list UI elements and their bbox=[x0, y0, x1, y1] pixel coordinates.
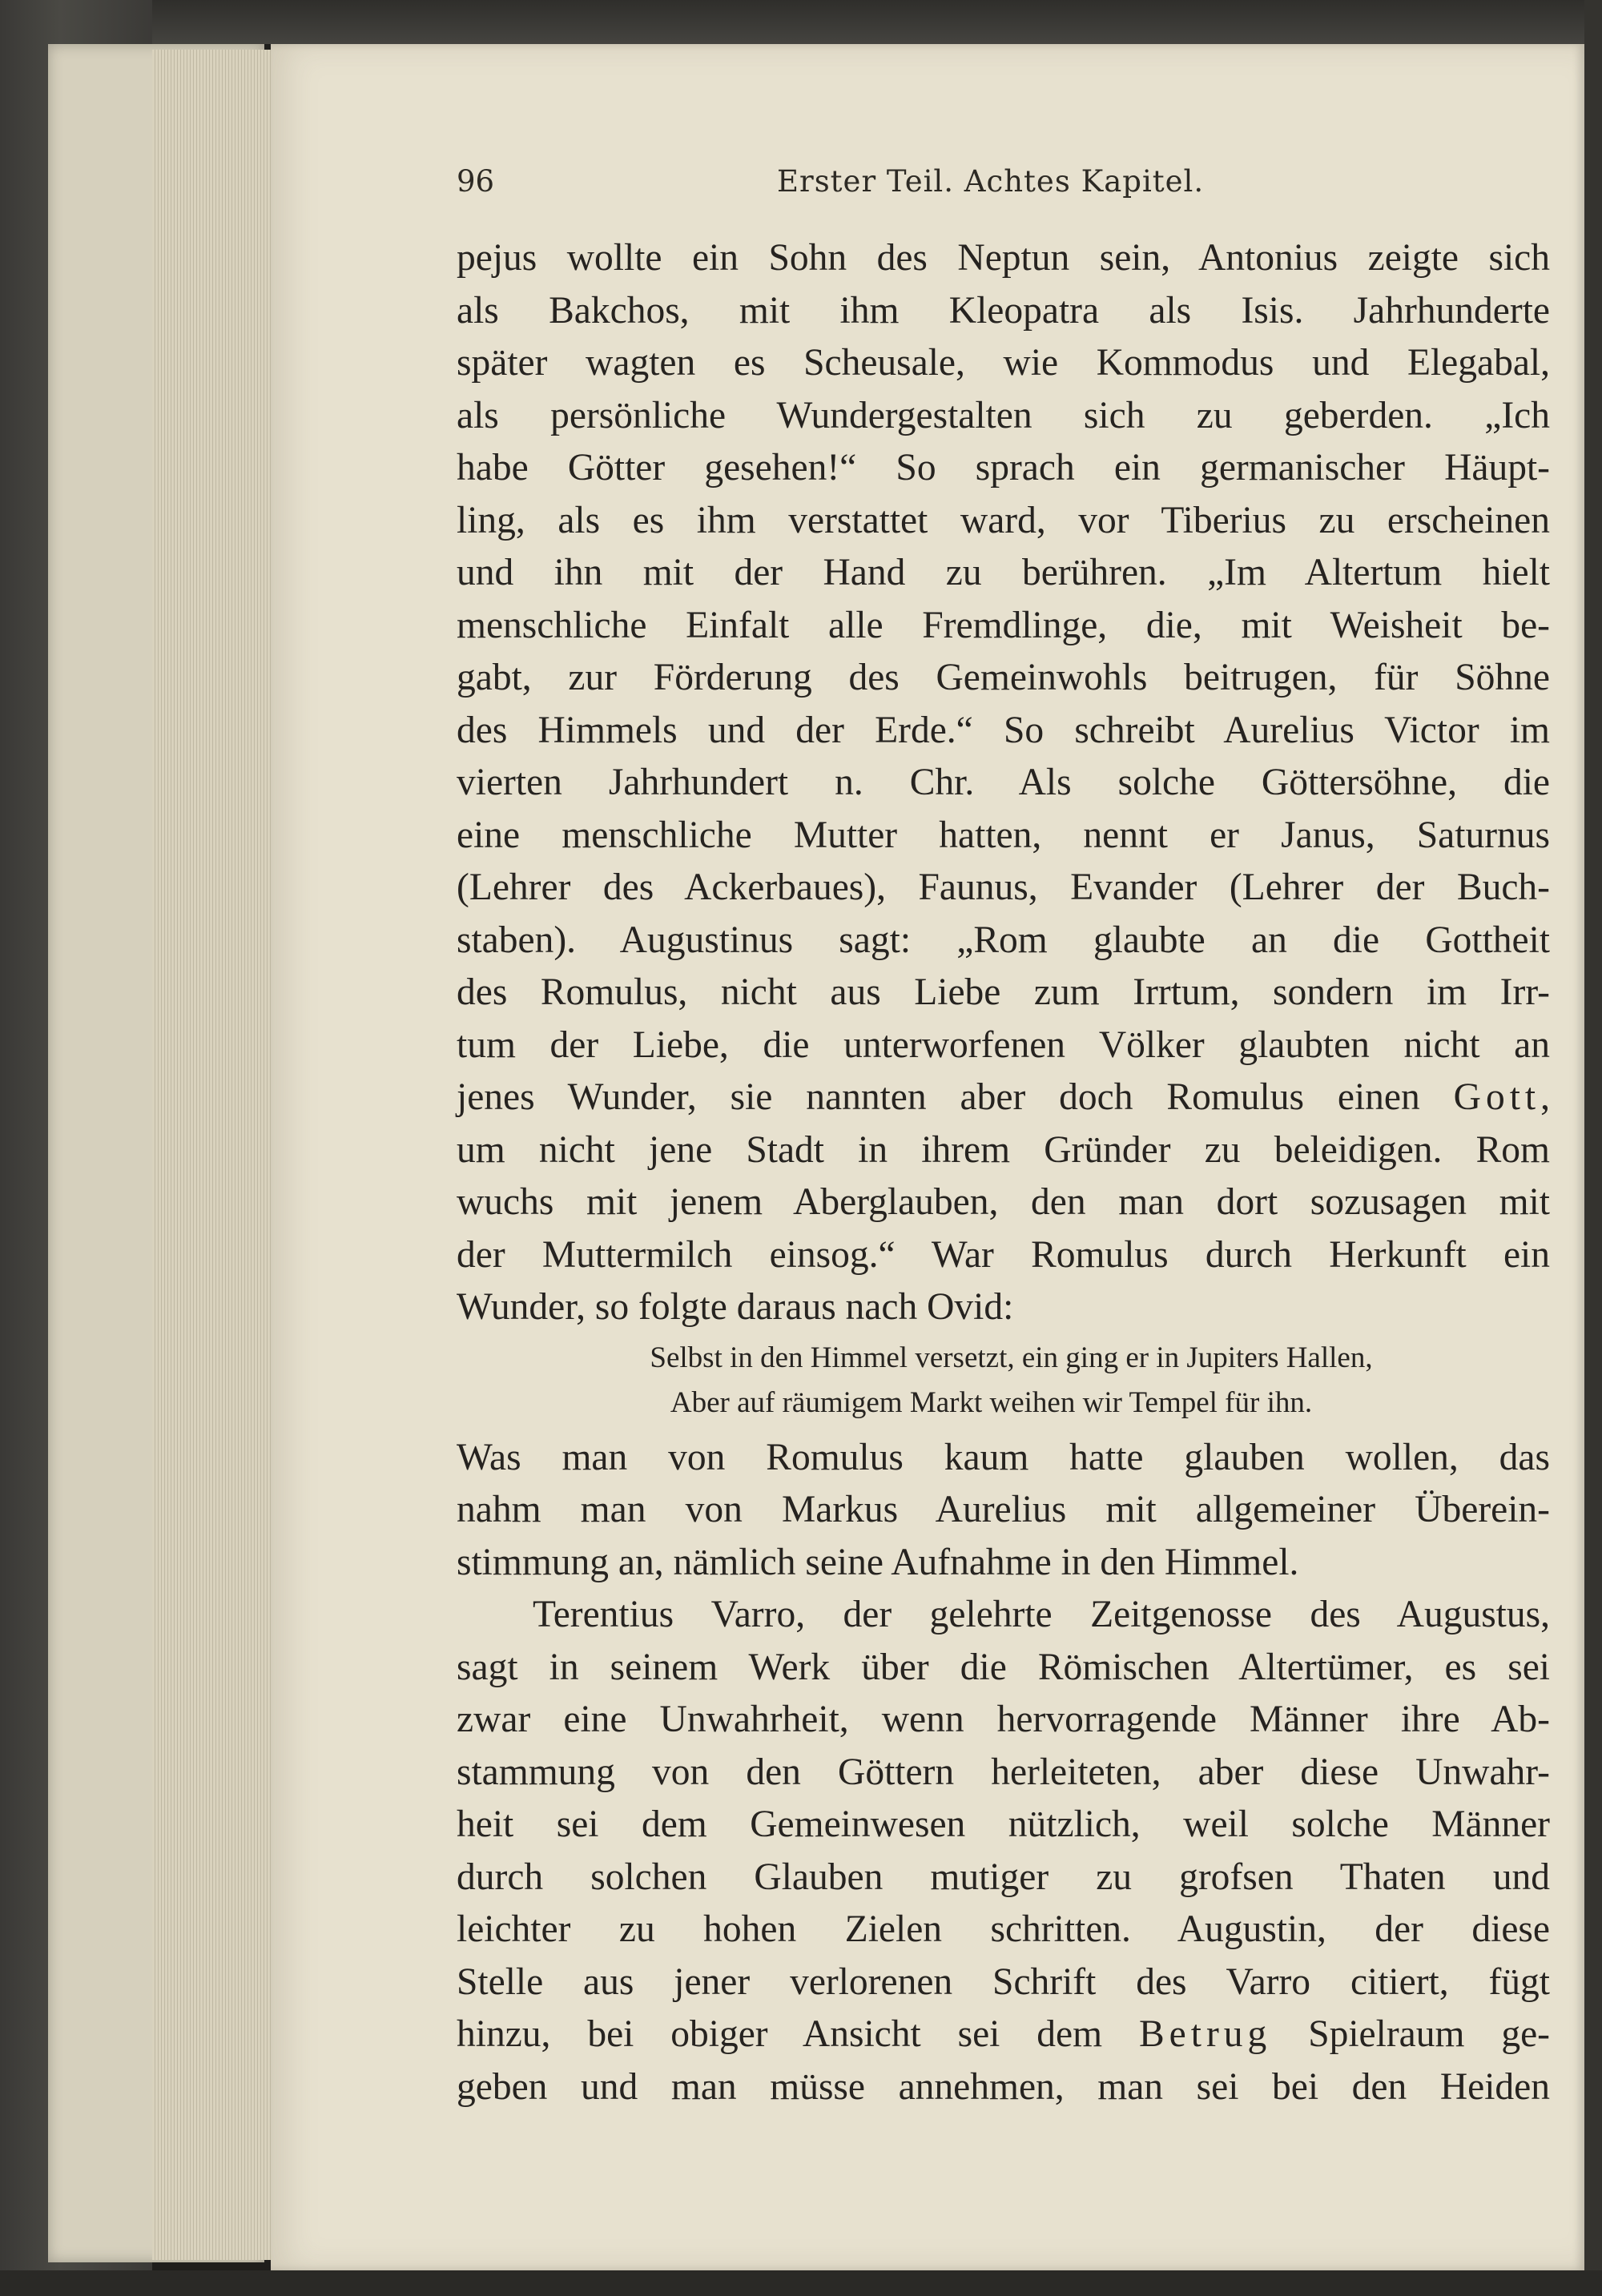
text-line: stammung von den Göttern herleiteten, aber diese Unwahr- bbox=[457, 1751, 1550, 1793]
page-number: 96 bbox=[457, 164, 495, 199]
running-head bbox=[457, 164, 1554, 212]
book-cover-bottom bbox=[0, 2270, 1602, 2296]
text-line: tum der Liebe, die unterworfenen Völker glaubten nicht an bbox=[457, 1023, 1550, 1066]
text-line: als Bakchos, mit ihm Kleopatra als Isis. Jahrhunderte bbox=[457, 289, 1550, 332]
text-line: geben und man müsse annehmen, man sei bei den Heiden bbox=[457, 2065, 1550, 2108]
text-line: als persönliche Wundergestalten sich zu geberden. „Ich bbox=[457, 394, 1550, 436]
spaced-emphasis: Gott bbox=[1453, 1076, 1541, 1118]
text-line: Wunder, so folgte daraus nach Ovid: bbox=[457, 1286, 1014, 1328]
verse-line: Selbst in den Himmel versetzt, ein ging er in Jupiters Hallen, bbox=[650, 1341, 1373, 1374]
text-line: durch solchen Glauben mutiger zu grofsen Thaten und bbox=[457, 1856, 1550, 1898]
body-text bbox=[457, 232, 1550, 2113]
text-line: (Lehrer des Ackerbaues), Faunus, Evander (Lehrer der Buch- bbox=[457, 867, 1550, 908]
page-edges bbox=[152, 50, 274, 2260]
text-line: leichter zu hohen Zielen schritten. Augustin, der diese bbox=[457, 1908, 1550, 1950]
paragraph-first-line: Terentius Varro, der gelehrte Zeitgenosse des Augustus, bbox=[533, 1594, 1550, 1635]
text-line: habe Götter gesehen!“ So sprach ein germanischer Häupt- bbox=[457, 447, 1550, 489]
text-segment: , bbox=[1540, 1076, 1550, 1118]
text-segment: Spielraum ge- bbox=[1308, 2013, 1550, 2055]
text-line: sagt in seinem Werk über die Römischen Altertümer, es sei bbox=[457, 1646, 1550, 1688]
spaced-emphasis: Betrug bbox=[1138, 2013, 1272, 2055]
text-line: um nicht jene Stadt in ihrem Gründer zu beleidigen. Rom bbox=[457, 1128, 1550, 1171]
text-line: vierten Jahrhundert n. Chr. Als solche Göttersöhne, die bbox=[457, 762, 1550, 803]
text-line: und ihn mit der Hand zu berühren. „Im Altertum hielt bbox=[457, 552, 1550, 593]
text-line: staben). Augustinus sagt: „Rom glaubte an die Gottheit bbox=[457, 919, 1550, 961]
text-line: nahm man von Markus Aurelius mit allgemeiner Überein- bbox=[457, 1489, 1550, 1530]
text-segment: hinzu, bei obiger Ansicht sei dem bbox=[457, 2013, 1103, 2055]
text-line: stimmung an, nämlich seine Aufnahme in den Himmel. bbox=[457, 1541, 1299, 1583]
text-line: gabt, zur Förderung des Gemeinwohls beitrugen, für Söhne bbox=[457, 657, 1550, 698]
text-line: des Himmels und der Erde.“ So schreibt Aurelius Victor im bbox=[457, 709, 1550, 751]
text-line: pejus wollte ein Sohn des Neptun sein, Antonius zeigte sich bbox=[457, 237, 1550, 279]
verse-line: Aber auf räumigem Markt weihen wir Tempel für ihn. bbox=[670, 1385, 1313, 1419]
text-line: heit sei dem Gemeinwesen nützlich, weil solche Männer bbox=[457, 1803, 1550, 1845]
text-line: wuchs mit jenem Aberglauben, den man dort sozusagen mit bbox=[457, 1181, 1550, 1223]
text-line: später wagten es Scheusale, wie Kommodus und Elegabal, bbox=[457, 342, 1550, 384]
text-line bbox=[457, 1072, 1550, 1124]
text-line: ling, als es ihm verstattet ward, vor Tiberius zu erscheinen bbox=[457, 499, 1550, 541]
text-segment: jenes Wunder, sie nannten aber doch Romulus einen bbox=[457, 1076, 1420, 1118]
text-line bbox=[457, 2008, 1550, 2061]
text-line: zwar eine Unwahrheit, wenn hervorragende Männer ihre Ab- bbox=[457, 1699, 1550, 1740]
text-line: menschliche Einfalt alle Fremdlinge, die, mit Weisheit be- bbox=[457, 604, 1550, 646]
book-cover-top bbox=[0, 0, 1602, 44]
text-line: der Muttermilch einsog.“ War Romulus durch Herkunft ein bbox=[457, 1233, 1550, 1276]
text-line: Was man von Romulus kaum hatte glauben wollen, das bbox=[457, 1436, 1550, 1478]
chapter-heading: Erster Teil. Achtes Kapitel. bbox=[777, 164, 1205, 199]
text-line: Stelle aus jener verlorenen Schrift des Varro citiert, fügt bbox=[457, 1960, 1550, 2003]
text-line: eine menschliche Mutter hatten, nennt er Janus, Saturnus bbox=[457, 814, 1550, 856]
book-cover-right bbox=[1584, 0, 1602, 2296]
text-line: des Romulus, nicht aus Liebe zum Irrtum, sondern im Irr- bbox=[457, 971, 1550, 1013]
